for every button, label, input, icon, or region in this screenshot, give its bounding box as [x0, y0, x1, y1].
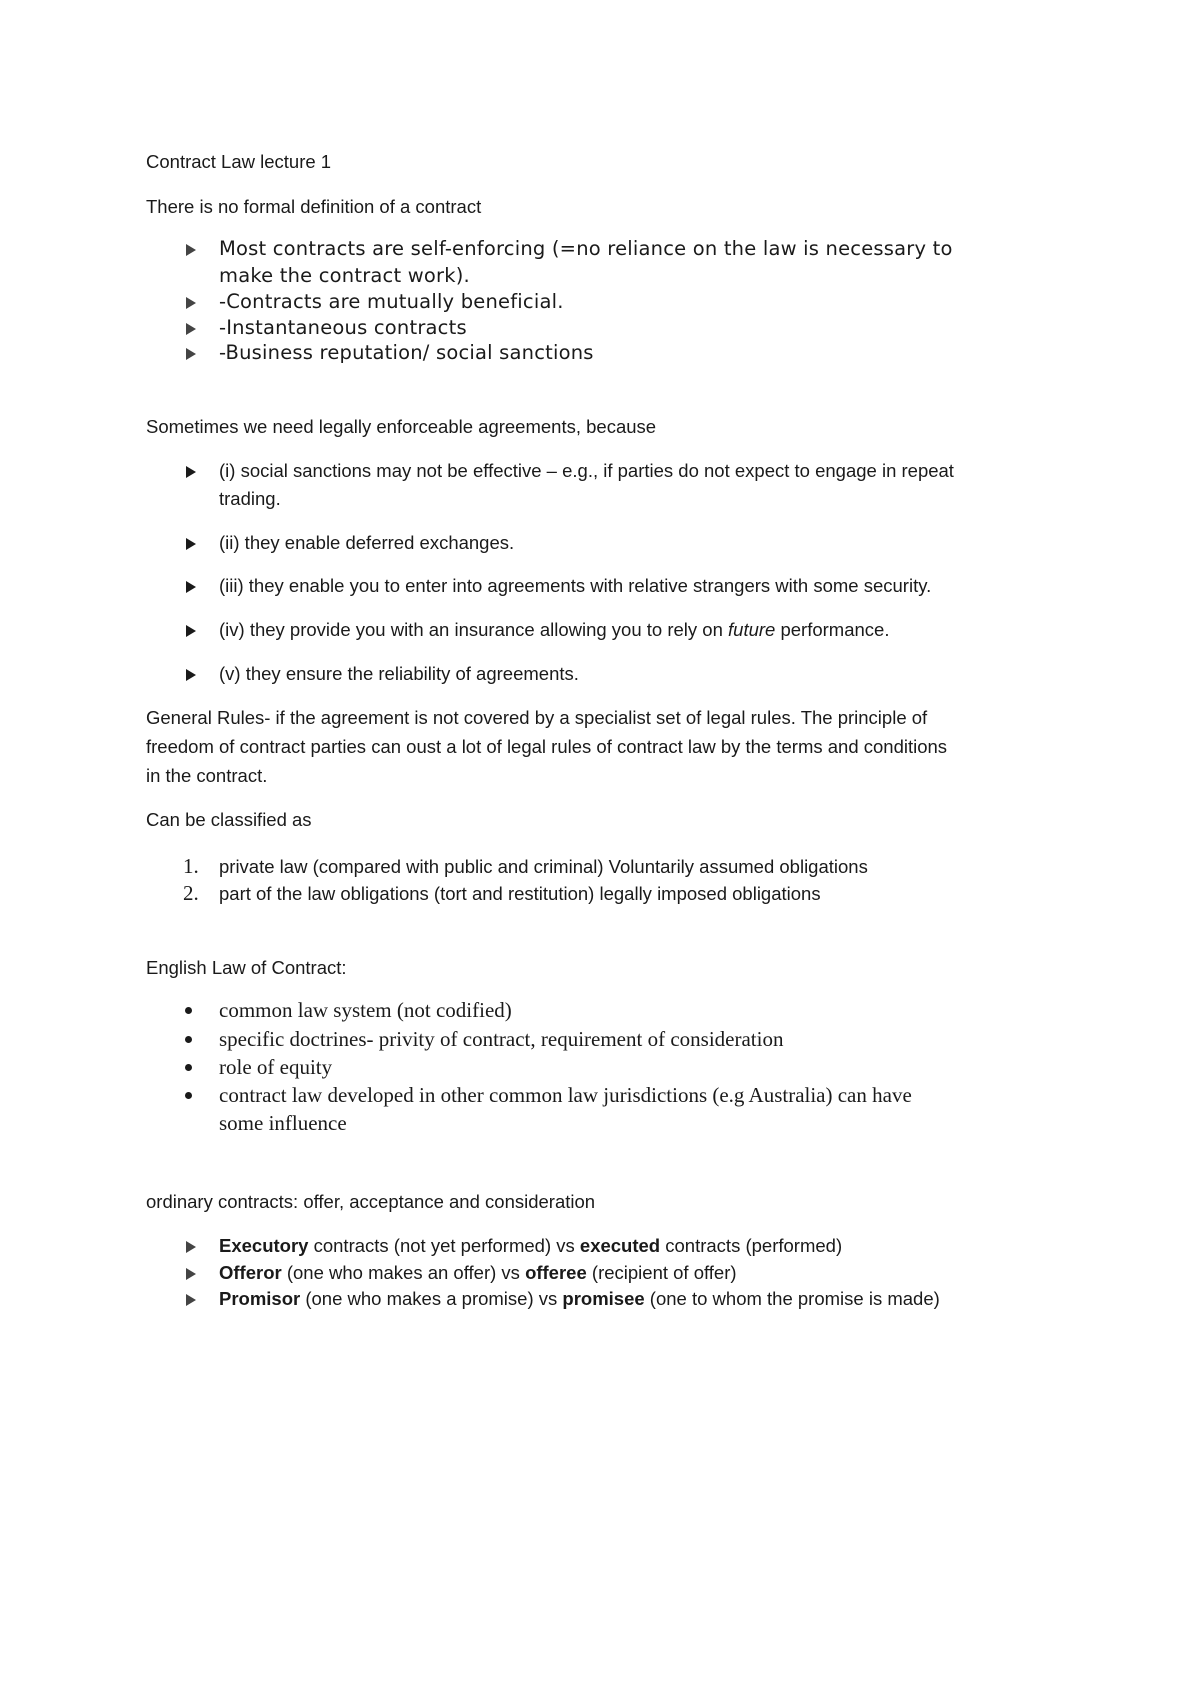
list-item: role of equity	[219, 1055, 333, 1079]
list-item: -Contracts are mutually beneficial.	[219, 290, 564, 313]
list-item	[219, 1262, 737, 1284]
arrow-bullet-icon	[186, 297, 196, 309]
list-item	[219, 1288, 940, 1310]
arrow-bullet-icon	[186, 1241, 196, 1253]
term-bold: Promisor	[219, 1288, 301, 1309]
paragraph-line: freedom of contract parties can oust a lot of legal rules of contract law by the terms and conditions	[146, 736, 948, 757]
list-item-text: (iv) they provide you with an insurance allowing you to rely on	[219, 619, 729, 640]
bullet-dot-icon	[185, 1064, 192, 1071]
arrow-bullet-icon	[186, 466, 196, 478]
list-item: specific doctrines- privity of contract, requirement of consideration	[219, 1027, 784, 1051]
intro-paragraph: There is no formal definition of a contract	[146, 196, 482, 217]
arrow-bullet-icon	[186, 1294, 196, 1306]
term-bold: executed	[579, 1235, 661, 1256]
section-heading: Can be classified as	[146, 809, 312, 830]
list-item: (ii) they enable deferred exchanges.	[219, 532, 515, 553]
list-item-continuation: make the contract work).	[219, 264, 470, 287]
term-bold: promisee	[562, 1288, 645, 1309]
term-bold: Offeror	[219, 1262, 282, 1283]
list-item-continuation: some influence	[219, 1111, 347, 1135]
list-item: -Instantaneous contracts	[219, 316, 467, 339]
paragraph-line: General Rules- if the agreement is not covered by a specialist set of legal rules. The principle of	[146, 707, 928, 728]
list-item-text: contracts (performed)	[660, 1235, 843, 1256]
list-item-text: (one who makes an offer) vs	[281, 1262, 526, 1283]
list-item-text: performance.	[775, 619, 890, 640]
list-item: private law (compared with public and criminal) Voluntarily assumed obligations	[219, 856, 868, 877]
arrow-bullet-icon	[186, 244, 196, 256]
list-item	[219, 1235, 842, 1257]
arrow-bullet-icon	[186, 323, 196, 335]
term-bold: offeree	[525, 1262, 587, 1283]
list-item: (iii) they enable you to enter into agreements with relative strangers with some security.	[219, 575, 932, 596]
list-item-text: contracts (not yet performed) vs	[308, 1235, 580, 1256]
bullet-dot-icon	[185, 1092, 192, 1099]
arrow-bullet-icon	[186, 581, 196, 593]
list-item: Most contracts are self-enforcing (=no reliance on the law is necessary to	[219, 237, 953, 260]
section-heading: Sometimes we need legally enforceable agreements, because	[146, 416, 657, 437]
paragraph-line: in the contract.	[146, 765, 268, 786]
list-item	[219, 619, 889, 641]
emphasis-text: future	[728, 619, 776, 640]
list-item-text: (one to whom the promise is made)	[644, 1288, 940, 1309]
list-item-continuation: trading.	[219, 488, 281, 509]
term-bold: Executory	[219, 1235, 309, 1256]
list-item: part of the law obligations (tort and restitution) legally imposed obligations	[219, 883, 821, 904]
list-item: -Business reputation/ social sanctions	[219, 341, 594, 364]
bullet-dot-icon	[185, 1036, 192, 1043]
list-item: contract law developed in other common law jurisdictions (e.g Australia) can have	[219, 1083, 912, 1107]
bullet-dot-icon	[185, 1007, 192, 1014]
section-heading: ordinary contracts: offer, acceptance and consideration	[146, 1191, 596, 1212]
document-title: Contract Law lecture 1	[146, 151, 332, 172]
list-item: (i) social sanctions may not be effective – e.g., if parties do not expect to engage in repeat	[219, 460, 954, 481]
list-item-text: (one who makes a promise) vs	[300, 1288, 563, 1309]
arrow-bullet-icon	[186, 625, 196, 637]
arrow-bullet-icon	[186, 348, 196, 360]
list-item-text: (recipient of offer)	[586, 1262, 737, 1283]
arrow-bullet-icon	[186, 538, 196, 550]
list-number: 1.	[183, 854, 199, 878]
section-heading: English Law of Contract:	[146, 957, 347, 978]
arrow-bullet-icon	[186, 669, 196, 681]
arrow-bullet-icon	[186, 1268, 196, 1280]
list-item: common law system (not codified)	[219, 998, 512, 1022]
list-number: 2.	[183, 881, 199, 905]
list-item: (v) they ensure the reliability of agreements.	[219, 663, 579, 684]
